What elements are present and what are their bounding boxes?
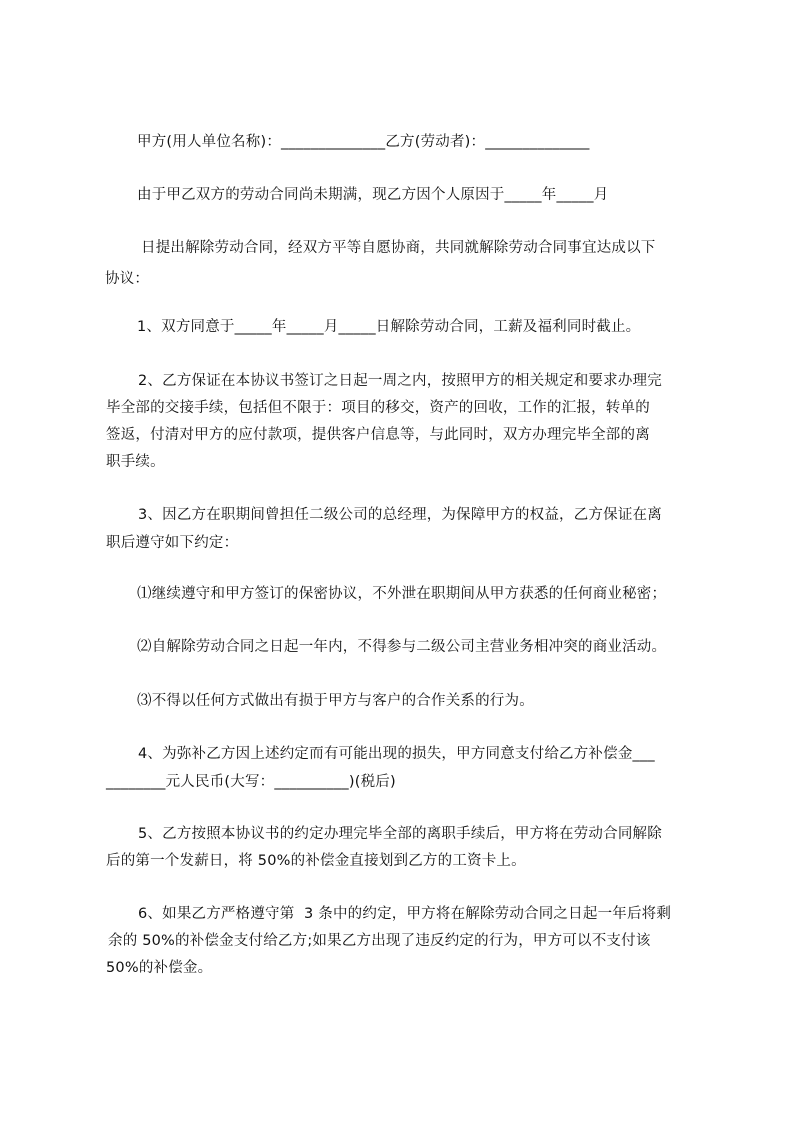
clause-1: 1、双方同意于_____年_____月_____日解除劳动合同，工薪及福利同时截止。 (137, 319, 641, 335)
clause-4-line-2: ________元人民币(大写：__________)(税后) (106, 774, 396, 790)
intro-line-3: 协议： (105, 271, 150, 287)
parties-line: 甲方(用人单位名称)：______________乙方(劳动者)：______________ (137, 134, 590, 150)
clause-3-item-2: ⑵自解除劳动合同之日起一年内，不得参与二级公司主营业务相冲突的商业活动。 (137, 639, 667, 655)
clause-5-line-2: 后的第一个发薪日，将 50%的补偿金直接划到乙方的工资卡上。 (106, 853, 526, 869)
clause-2-line-4: 职手续。 (106, 454, 165, 470)
intro-line-1: 由于甲乙双方的劳动合同尚未期满，现乙方因个人原因于_____年_____月 (137, 187, 609, 203)
clause-4-line-1: 4、为弥补乙方因上述约定而有可能出现的损失，甲方同意支付给乙方补偿金___ (138, 746, 655, 762)
clause-3-line-1: 3、因乙方在职期间曾担任二级公司的总经理，为保障甲方的权益，乙方保证在离 (138, 507, 662, 523)
clause-3-item-1: ⑴继续遵守和甲方签订的保密协议，不外泄在职期间从甲方获悉的任何商业秘密； (137, 586, 667, 602)
clause-2-line-1: 2、乙方保证在本协议书签订之日起一周之内，按照甲方的相关规定和要求办理完 (138, 373, 662, 389)
clause-3-item-3: ⑶不得以任何方式做出有损于甲方与客户的合作关系的行为。 (137, 693, 534, 709)
intro-line-2: 日提出解除劳动合同，经双方平等自愿协商，共同就解除劳动合同事宜达成以下 (141, 240, 656, 256)
clause-2-line-2: 毕全部的交接手续，包括但不限于：项目的移交，资产的回收，工作的汇报，转单的 (106, 400, 650, 416)
clause-6-line-1: 6、如果乙方严格遵守第 3 条中的约定，甲方将在解除劳动合同之日起一年后将剩 (138, 906, 672, 922)
clause-2-line-3: 签返，付清对甲方的应付款项，提供客户信息等，与此同时，双方办理完毕全部的离 (106, 427, 650, 443)
clause-6-line-3: 50%的补偿金。 (106, 960, 213, 976)
clause-5-line-1: 5、乙方按照本协议书的约定办理完毕全部的离职手续后，甲方将在劳动合同解除 (138, 826, 662, 842)
clause-6-line-2: 余的 50%的补偿金支付给乙方;如果乙方出现了违反约定的行为，甲方可以不支付该 (108, 933, 651, 949)
clause-3-line-2: 职后遵守如下约定： (106, 535, 239, 551)
